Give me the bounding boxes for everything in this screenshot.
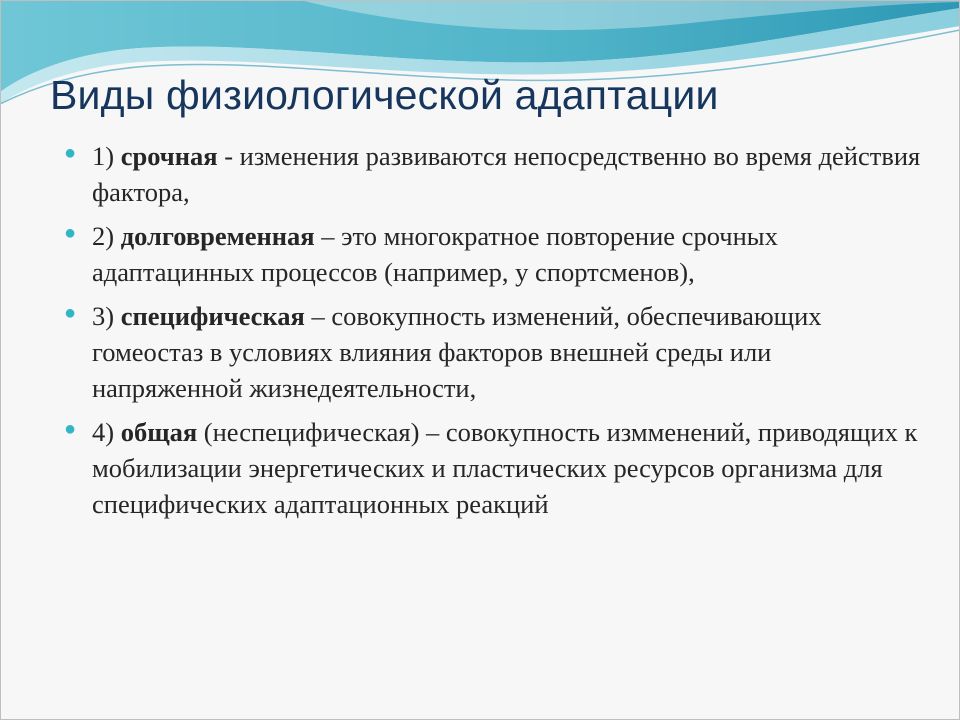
disc-bullet-icon: ● (64, 418, 77, 440)
disc-bullet-icon: ● (64, 302, 77, 324)
list-item (62, 414, 922, 522)
item-number: 2) (92, 221, 115, 251)
item-text: - изменения развиваются непосредственно во время действия фактора, (92, 141, 921, 207)
item-term: долговременная (120, 221, 315, 251)
list-item (62, 138, 922, 210)
disc-bullet-icon: ● (64, 222, 77, 244)
item-term: срочная (120, 141, 218, 171)
slide-title: Виды физиологической адаптации (50, 72, 719, 118)
item-term: специфическая (120, 301, 305, 331)
item-text: – совокупность изменений, обеспечивающих гомеостаз в условиях влияния факторов внешней среды или напряженной жизнедеятельности, (92, 301, 822, 403)
list-item (62, 298, 922, 406)
item-text: (неспецифическая) – совокупность измменений, приводящих к мобилизации энергетических и пластических ресурсов организма для специфических адаптационных реакций (92, 417, 918, 519)
item-number: 1) (92, 141, 115, 171)
item-number: 4) (92, 417, 115, 447)
disc-bullet-icon: ● (64, 142, 77, 164)
item-text: – это многократное повторение срочных адаптацинных процессов (например, у спортсменов), (92, 221, 778, 287)
item-term: общая (120, 417, 198, 447)
list-item (62, 218, 922, 290)
bullet-list (62, 138, 922, 530)
item-number: 3) (92, 301, 115, 331)
